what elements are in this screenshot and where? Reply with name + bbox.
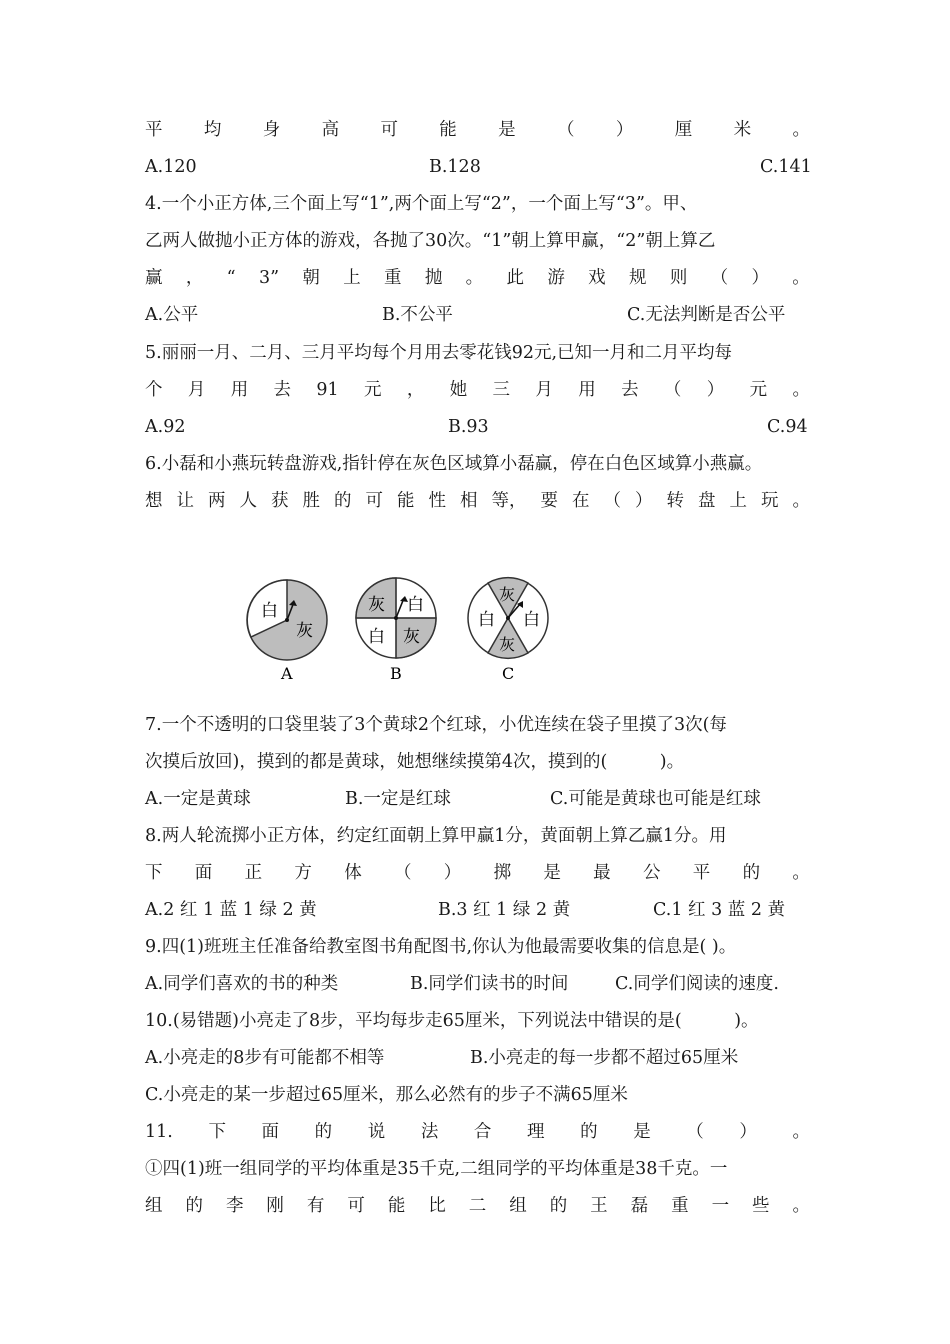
spinner-a-letter: A: [281, 664, 293, 683]
q4-option-b[interactable]: B.不公平: [382, 305, 453, 325]
q8-option-c[interactable]: C.1 红 3 蓝 2 黄: [653, 900, 786, 920]
q6-line-2-char: 。: [792, 491, 810, 511]
q6-line-2-char: 的: [334, 491, 352, 511]
q11-line-3-char: 二: [468, 1196, 487, 1216]
q5-line-2-char: 用: [578, 380, 596, 400]
q5-line-2-char: 去: [273, 380, 292, 400]
q4-line-3-char: 此: [506, 268, 524, 288]
q5-line-2-char: ）: [706, 380, 725, 400]
spinner-c-label-left: 白: [478, 610, 495, 630]
q11-line-1-char: 是: [633, 1122, 651, 1142]
q11-line-3-char: 有: [306, 1196, 325, 1216]
q4-line-2: 乙两人做抛小正方体的游戏，各抛了30次。“1”朝上算甲赢，“2”朝上算乙: [145, 231, 716, 251]
spinner-b-label-tl: 灰: [368, 595, 385, 615]
q3-line-2-char: 身: [262, 120, 281, 140]
q8-line-2-char: 的: [742, 863, 761, 883]
q8-line-1: 8.两人轮流掷小正方体，约定红面朝上算甲赢1分，黄面朝上算乙赢1分。用: [145, 826, 727, 846]
q3-line-2-char: 是: [498, 120, 516, 140]
q8-line-2-char: 方: [294, 863, 312, 883]
q11-line-1-char: （: [686, 1122, 704, 1142]
q6-line-2-char: 想: [145, 491, 163, 511]
q8-line-2-char: 平: [692, 863, 711, 883]
q4-line-3-char: 戏: [588, 268, 606, 288]
spinner-figure: [0, 570, 950, 700]
q3-line-2-char: 。: [792, 120, 810, 140]
q5-option-b[interactable]: B.93: [448, 417, 489, 437]
q5-line-2-char: 去: [621, 380, 639, 400]
q5-line-2-char: 用: [230, 380, 249, 400]
q9-line-1: 9.四(1)班班主任准备给教室图书角配图书,你认为他最需要收集的信息是( )。: [145, 937, 737, 957]
q5-line-2-char: ，: [406, 380, 425, 400]
q3-line-2-char: 均: [203, 120, 222, 140]
q8-option-b[interactable]: B.3 红 1 绿 2 黄: [438, 900, 571, 920]
q4-line-3-char: 规: [628, 268, 647, 288]
q8-line-2-char: 掷: [493, 863, 512, 883]
q3-line-2-char: 高: [321, 120, 340, 140]
spinner-b-label-bl: 白: [368, 627, 385, 647]
q3-line-2-char: 米: [733, 120, 752, 140]
q11-line-3-char: 。: [792, 1196, 810, 1216]
spinner-c-pivot: [506, 616, 510, 620]
q6-line-2-char: 等，: [491, 491, 527, 511]
q6-line-2-char: 获: [271, 491, 289, 511]
q5-line-2-char: 月: [187, 380, 206, 400]
q11-line-1-char: 下: [208, 1122, 226, 1142]
q8-option-a[interactable]: A.2 红 1 蓝 1 绿 2 黄: [145, 900, 317, 920]
q6-line-2-char: ）: [635, 491, 653, 511]
q8-line-2-char: （: [393, 863, 412, 883]
q11-line-3-char: 可: [347, 1196, 365, 1216]
spinner-c-label-top: 灰: [499, 585, 516, 604]
q3-line-2: [145, 118, 810, 142]
q11-line-1-char: 。: [792, 1122, 810, 1142]
q6-line-2-char: 转: [666, 491, 684, 511]
q5-option-c[interactable]: C.94: [767, 417, 808, 437]
q11-line-3: [145, 1194, 810, 1218]
q5-option-a[interactable]: A.92: [145, 417, 186, 437]
q9-option-b[interactable]: B.同学们读书的时间: [410, 974, 569, 994]
q4-line-3-char: ）: [751, 268, 769, 288]
q4-line-3-char: 上: [343, 268, 361, 288]
q10-option-c[interactable]: C.小亮走的某一步超过65厘米，那么必然有的步子不满65厘米: [145, 1085, 628, 1105]
spinner-a-pivot: [285, 618, 289, 622]
q6-line-2-char: 让: [176, 491, 194, 511]
q6-line-2-char: 性: [428, 491, 446, 511]
spinner-b[interactable]: [356, 578, 436, 683]
q3-line-2-char: （: [557, 120, 575, 140]
q3-option-c[interactable]: C.141: [760, 157, 812, 177]
q7-option-b[interactable]: B.一定是红球: [345, 789, 451, 809]
q8-line-2: [145, 861, 810, 885]
q5-line-1: 5.丽丽一月、二月、三月平均每个月用去零花钱92元,已知一月和二月平均每: [145, 343, 733, 363]
q4-option-c[interactable]: C.无法判断是否公平: [627, 305, 786, 325]
q5-line-2-char: 三: [492, 380, 511, 400]
q8-line-2-char: 。: [792, 863, 810, 883]
spinner-c-label-right: 白: [523, 610, 540, 630]
q4-line-3-char: ，: [185, 268, 204, 288]
q6-line-2: [145, 489, 810, 513]
q4-line-3-char: 。: [465, 268, 484, 288]
q6-line-2-char: 两: [208, 491, 226, 511]
q11-line-3-char: 李: [225, 1196, 244, 1216]
q7-option-a[interactable]: A.一定是黄球: [145, 789, 251, 809]
q11-line-3-char: 比: [428, 1196, 446, 1216]
q5-line-2-char: 她: [449, 380, 468, 400]
q11-line-1-char: ）: [739, 1122, 757, 1142]
q7-option-c[interactable]: C.可能是黄球也可能是红球: [550, 789, 761, 809]
q6-line-2-char: （: [603, 491, 621, 511]
q6-line-2-char: 上: [729, 491, 747, 511]
q5-line-2: [145, 378, 810, 402]
q4-line-3-char: 。: [792, 268, 810, 288]
q11-line-1: [145, 1120, 810, 1144]
q11-line-3-char: 王: [590, 1196, 608, 1216]
q11-line-3-char: 一: [711, 1196, 730, 1216]
q10-line-1: 10.(易错题)小亮走了8步，平均每步走65厘米，下列说法中错误的是( )。: [145, 1011, 759, 1031]
q3-line-2-char: ）: [615, 120, 634, 140]
q8-line-2-char: 正: [244, 863, 263, 883]
spinner-a-label-white: 白: [261, 601, 278, 621]
q4-line-3-char: 赢: [145, 268, 163, 288]
q3-option-a[interactable]: A.120: [145, 157, 197, 177]
q8-line-2-char: 是: [543, 863, 561, 883]
q10-option-b[interactable]: B.小亮走的每一步都不超过65厘米: [470, 1048, 739, 1068]
q11-line-1-char: 的: [314, 1122, 333, 1142]
q11-line-1-char: 理: [527, 1122, 545, 1142]
q11-line-3-char: 些: [752, 1196, 770, 1216]
q5-line-2-char: 元: [749, 380, 768, 400]
q4-line-1: 4.一个小正方体,三个面上写“1”,两个面上写“2”，一个面上写“3”。甲、: [145, 194, 698, 214]
q4-line-3: [145, 266, 810, 290]
q6-line-2-char: 相: [460, 491, 478, 511]
q11-line-1-char: 11.: [145, 1122, 173, 1142]
q10-option-a[interactable]: A.小亮走的8步有可能都不相等: [145, 1048, 385, 1068]
q11-line-2: ①四(1)班一组同学的平均体重是35千克,二组同学的平均体重是38千克。一: [145, 1159, 728, 1179]
q3-line-2-char: 平: [145, 120, 163, 140]
q4-line-3-char: （: [710, 268, 729, 288]
q6-line-2-char: 胜: [302, 491, 320, 511]
q6-line-2-char: 人: [239, 491, 257, 511]
q7-line-1: 7.一个不透明的口袋里装了3个黄球2个红球，小优连续在袋子里摸了3次(每: [145, 715, 727, 735]
q4-line-3-char: 朝: [302, 268, 320, 288]
q11-line-3-char: 磊: [630, 1196, 649, 1216]
spinner-b-pivot: [394, 616, 398, 620]
q8-line-2-char: 体: [344, 863, 362, 883]
q8-line-2-char: 面: [194, 863, 213, 883]
q11-line-1-char: 合: [473, 1122, 492, 1142]
q4-line-3-char: 则: [669, 268, 688, 288]
q8-line-2-char: 最: [593, 863, 611, 883]
q11-line-3-char: 重: [671, 1196, 689, 1216]
q6-line-1: 6.小磊和小燕玩转盘游戏,指针停在灰色区域算小磊赢，停在白色区域算小燕赢。: [145, 454, 763, 474]
q5-line-2-char: 。: [792, 380, 810, 400]
q6-line-2-char: 盘: [698, 491, 716, 511]
q5-line-2-char: （: [663, 380, 682, 400]
q11-line-3-char: 的: [549, 1196, 568, 1216]
spinner-a-label-gray: 灰: [296, 621, 313, 641]
spinner-c[interactable]: [468, 578, 548, 683]
q4-line-3-char: 重: [384, 268, 402, 288]
q4-line-3-char: 抛: [424, 268, 443, 288]
spinner-b-letter: B: [390, 664, 402, 683]
q5-line-2-char: 91: [316, 380, 339, 400]
spinner-b-label-tr: 白: [407, 595, 424, 615]
q4-line-3-char: 3”: [258, 268, 280, 288]
q4-line-3-char: “: [226, 268, 236, 288]
q11-line-3-char: 组: [145, 1196, 163, 1216]
spinner-a[interactable]: [247, 580, 327, 683]
q5-line-2-char: 月: [535, 380, 553, 400]
q11-line-3-char: 的: [185, 1196, 203, 1216]
q6-line-2-char: 玩: [761, 491, 779, 511]
q6-line-2-char: 要: [540, 491, 558, 511]
spinner-c-label-bottom: 灰: [499, 635, 516, 654]
q5-line-2-char: 元: [364, 380, 382, 400]
q8-line-2-char: 公: [642, 863, 661, 883]
spinner-c-letter: C: [502, 664, 515, 683]
q11-line-1-char: 的: [580, 1122, 598, 1142]
spinner-b-label-br: 灰: [403, 627, 420, 647]
q4-option-a[interactable]: A.公平: [145, 305, 199, 325]
q9-option-a[interactable]: A.同学们喜欢的书的种类: [145, 974, 339, 994]
q8-line-2-char: 下: [145, 863, 163, 883]
q7-line-2: 次摸后放回)，摸到的都是黄球，她想继续摸第4次，摸到的( )。: [145, 752, 685, 772]
q8-line-2-char: ）: [443, 863, 462, 883]
q11-line-1-char: 说: [367, 1122, 386, 1142]
q11-line-1-char: 法: [420, 1122, 439, 1142]
q11-line-3-char: 能: [387, 1196, 406, 1216]
q5-line-2-char: 个: [145, 380, 163, 400]
q11-line-1-char: 面: [261, 1122, 280, 1142]
q4-line-3-char: 游: [547, 268, 565, 288]
q9-option-c[interactable]: C.同学们阅读的速度.: [615, 974, 779, 994]
q3-line-2-char: 能: [439, 120, 457, 140]
q3-line-2-char: 厘: [674, 120, 693, 140]
q6-line-2-char: 在: [572, 491, 590, 511]
q6-line-2-char: 可: [365, 491, 383, 511]
q11-line-3-char: 刚: [266, 1196, 284, 1216]
q6-line-2-char: 能: [397, 491, 415, 511]
q3-line-2-char: 可: [380, 120, 398, 140]
q11-line-3-char: 组: [509, 1196, 527, 1216]
q3-option-b[interactable]: B.128: [429, 157, 481, 177]
